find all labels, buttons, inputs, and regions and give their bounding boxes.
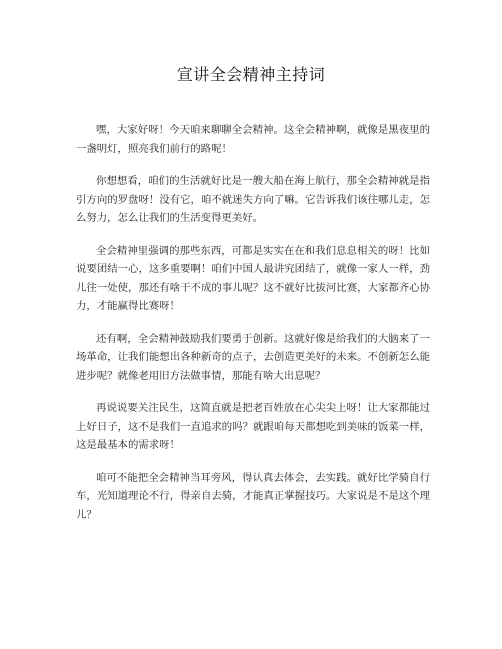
paragraph-6: 咱可不能把全会精神当耳旁风，得认真去体会，去实践。就好比学骑自行车，光知道理论不行，得亲自去骑，才能真正掌握技巧。大家说是不是这个理儿？ (76, 471, 430, 521)
document-body (76, 121, 430, 538)
paragraph-1: 嘿，大家好呀！今天咱来聊聊全会精神。这全会精神啊，就像是黑夜里的一盏明灯，照亮我们前行的路呢！ (76, 124, 430, 155)
document-title: 宣讲全会精神主持词 (176, 65, 326, 84)
paragraph-3: 全会精神里强调的那些东西，可都是实实在在和我们息息相关的呀！比如说要团结一心，这多重要啊！咱们中国人最讲究团结了，就像一家人一样，劲儿往一处使，那还有啥干不成的事儿呢？这不就好比拔河比赛，大家都齐心协力，才能赢得比赛呀！ (76, 244, 430, 312)
paragraph-4: 还有啊，全会精神鼓励我们要勇于创新。这就好像是给我们的大脑来了一场革命，让我们能想出各种新奇的点子，去创造更美好的未来。不创新怎么能进步呢？就像老用旧方法做事情，那能有啥大出息呢？ (76, 332, 430, 382)
paragraph-2: 你想想看，咱们的生活就好比是一艘大船在海上航行，那全会精神就是指引方向的罗盘呀！没有它，咱不就迷失方向了嘛。它告诉我们该往哪儿走，怎么努力，怎么让我们的生活变得更美好。 (76, 175, 430, 224)
paragraph-5: 再说说要关注民生，这简直就是把老百姓放在心尖尖上呀！让大家都能过上好日子，这不是我们一直追求的吗？就跟咱每天都想吃到美味的饭菜一样，这是最基本的需求呀！ (76, 402, 430, 451)
